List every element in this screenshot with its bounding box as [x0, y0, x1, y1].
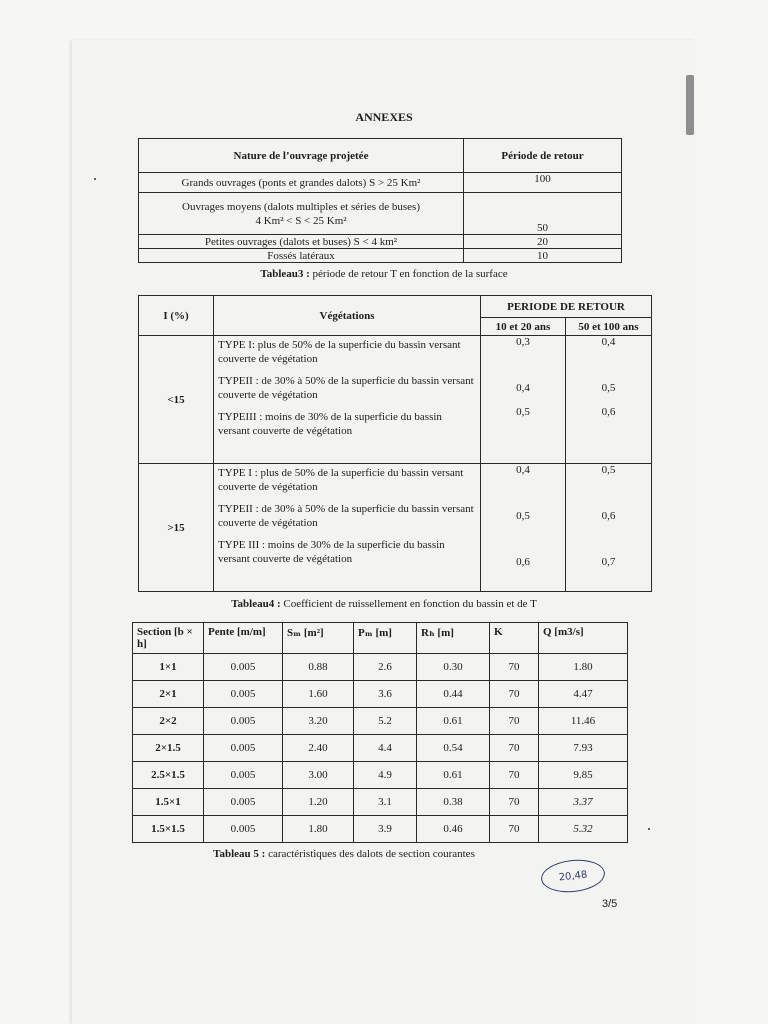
t4-values-10-20: 0,3 0,4 0,5: [481, 336, 566, 464]
table-cell: 0.44: [417, 681, 490, 708]
t5-header-k: K: [490, 623, 539, 654]
table-cell: 0.61: [417, 762, 490, 789]
table-row: [133, 816, 628, 843]
table-row: [133, 708, 628, 735]
table-cell: 2.5×1.5: [133, 762, 204, 789]
table-cell: 70: [490, 789, 539, 816]
table-cell: 0.38: [417, 789, 490, 816]
table-cell: 70: [490, 654, 539, 681]
table-cell: 9.85: [539, 762, 628, 789]
table-cell: 70: [490, 681, 539, 708]
table-cell: 2.6: [354, 654, 417, 681]
t5-header-pente: Pente [m/m]: [204, 623, 283, 654]
table-row: [133, 681, 628, 708]
t3-row-periode: 10: [464, 249, 622, 263]
table-cell: 1.5×1.5: [133, 816, 204, 843]
t4-vegetation-types: TYPE I: plus de 50% de la superficie du bassin versant couverte de végétation TYPEII : de 30% à 50% de la superficie du bassin versant couverte de végétation TYPEIII : moins de 30% de la superficie du bassin versant couverte de végétation: [214, 336, 481, 464]
table-cell: 0.005: [204, 735, 283, 762]
t4-group-i: >15: [139, 464, 214, 592]
table-cell: 0.54: [417, 735, 490, 762]
table-row: [133, 789, 628, 816]
t4-group-i: <15: [139, 336, 214, 464]
table-cell: 1.60: [283, 681, 354, 708]
t3-header-periode: Période de retour: [464, 139, 622, 173]
t3-row-nature: Ouvrages moyens (dalots multiples et séries de buses) 4 Km² < S < 25 Km²: [139, 193, 464, 235]
table-cell: 1.5×1: [133, 789, 204, 816]
t4-values-50-100: 0,4 0,5 0,6: [566, 336, 652, 464]
t4-vegetation-types: TYPE I : plus de 50% de la superficie du bassin versant couverte de végétation TYPEII : de 30% à 50% de la superficie du bassin versant couverte de végétation TYPE III : moins de 30% de la superficie du bassin versant couverte de végétation: [214, 464, 481, 592]
scan-scrollbar-mark: [686, 75, 694, 135]
t4-values-50-100: 0,5 0,6 0,7: [566, 464, 652, 592]
table-cell: 3.20: [283, 708, 354, 735]
t3-row-periode: 20: [464, 235, 622, 249]
table-cell: 0.005: [204, 708, 283, 735]
table-cell: 3.1: [354, 789, 417, 816]
speck: [648, 828, 650, 830]
table-cell: 70: [490, 816, 539, 843]
t5-header-rh: Rₕ [m]: [417, 623, 490, 654]
table-cell: 4.4: [354, 735, 417, 762]
table-cell: 0.005: [204, 816, 283, 843]
table-cell: 1×1: [133, 654, 204, 681]
table-cell: 3.9: [354, 816, 417, 843]
page-title: ANNEXES: [355, 110, 413, 124]
table-3: [138, 138, 622, 263]
table-cell: 0.30: [417, 654, 490, 681]
table-cell: 4.9: [354, 762, 417, 789]
t3-row-periode: 100: [464, 173, 622, 193]
t5-header-pm: Pₘ [m]: [354, 623, 417, 654]
table-5: [132, 622, 628, 843]
table-5-caption: Tableau 5 : caractéristiques des dalots de section courantes: [213, 848, 475, 860]
t5-header-q: Q [m3/s]: [539, 623, 628, 654]
t3-row-nature: Fossés latéraux: [139, 249, 464, 263]
table-cell: 1.80: [283, 816, 354, 843]
t5-header-sm: Sₘ [m²]: [283, 623, 354, 654]
table-cell: 70: [490, 708, 539, 735]
table-row: [133, 735, 628, 762]
table-cell: 1.20: [283, 789, 354, 816]
table-cell: 3.6: [354, 681, 417, 708]
t3-row-nature: Grands ouvrages (ponts et grandes dalots) S > 25 Km²: [139, 173, 464, 193]
table-cell: 2.40: [283, 735, 354, 762]
table-cell: 3.37: [539, 789, 628, 816]
table-4-caption: Tableau4 : Coefficient de ruissellement en fonction du bassin et de T: [231, 598, 537, 610]
table-cell: 2×1.5: [133, 735, 204, 762]
table-cell: 70: [490, 762, 539, 789]
table-cell: 3.00: [283, 762, 354, 789]
t5-body: [133, 654, 628, 843]
table-cell: 0.61: [417, 708, 490, 735]
t3-header-nature: Nature de l’ouvrage projetée: [139, 139, 464, 173]
t5-header-section: Section [b × h]: [133, 623, 204, 654]
table-3-caption: Tableau3 : période de retour T en fonction de la surface: [260, 268, 508, 280]
table-cell: 0.005: [204, 681, 283, 708]
t4-header-vegetation: Végétations: [214, 296, 481, 336]
t4-header-50-100: 50 et 100 ans: [566, 318, 652, 336]
t4-header-i: I (%): [139, 296, 214, 336]
table-cell: 0.46: [417, 816, 490, 843]
table-cell: 5.2: [354, 708, 417, 735]
table-cell: 2×1: [133, 681, 204, 708]
table-cell: 5.32: [539, 816, 628, 843]
t3-row-periode: 50: [464, 193, 622, 235]
handwritten-note: 20,48: [540, 857, 607, 896]
table-row: [133, 654, 628, 681]
table-cell: 2×2: [133, 708, 204, 735]
table-cell: 0.88: [283, 654, 354, 681]
t4-header-periode: PERIODE DE RETOUR: [481, 296, 652, 318]
table-4: [138, 295, 652, 592]
t3-row-nature: Petites ouvrages (dalots et buses) S < 4 km²: [139, 235, 464, 249]
t4-values-10-20: 0,4 0,5 0,6: [481, 464, 566, 592]
table-cell: 7.93: [539, 735, 628, 762]
table-cell: 0.005: [204, 789, 283, 816]
table-cell: 70: [490, 735, 539, 762]
table-cell: 11.46: [539, 708, 628, 735]
table-row: [133, 762, 628, 789]
table-cell: 0.005: [204, 762, 283, 789]
table-cell: 4.47: [539, 681, 628, 708]
table-cell: 0.005: [204, 654, 283, 681]
speck: [94, 178, 96, 180]
t4-header-10-20: 10 et 20 ans: [481, 318, 566, 336]
page-number: 3/5: [602, 898, 618, 910]
table-cell: 1.80: [539, 654, 628, 681]
